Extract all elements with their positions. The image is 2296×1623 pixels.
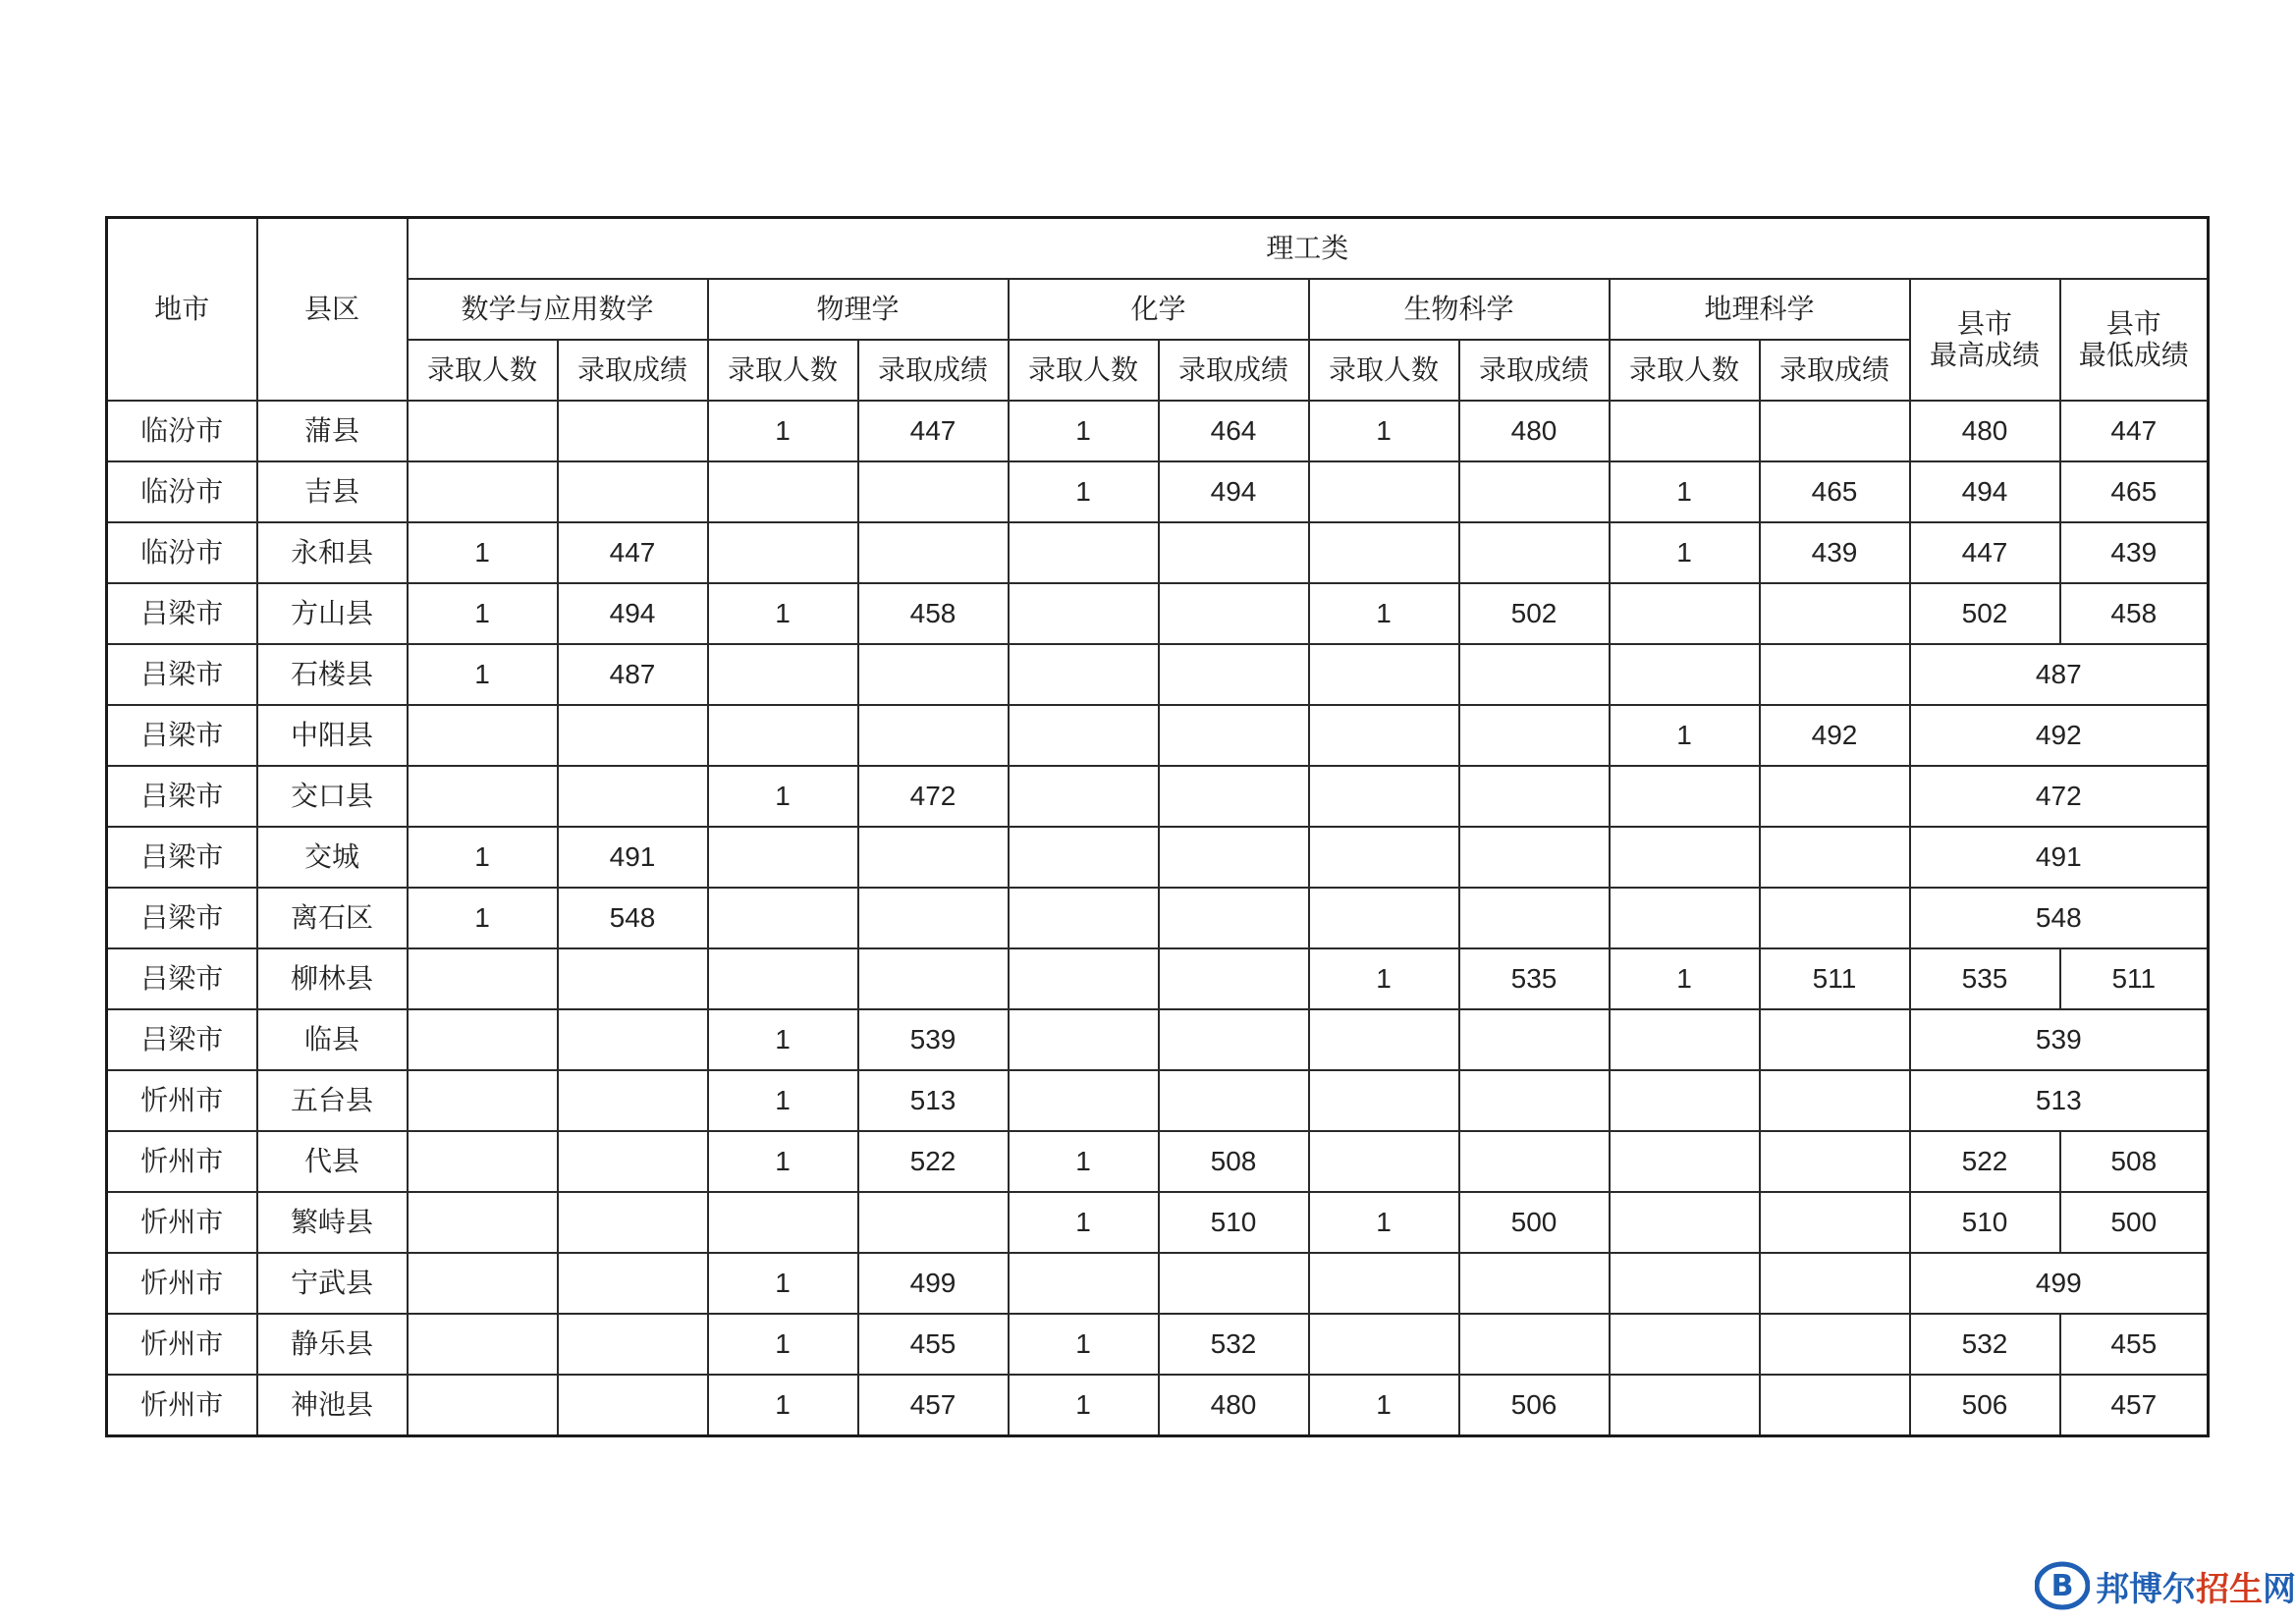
cell-city: 吕梁市	[107, 583, 257, 644]
cell-count	[1309, 827, 1459, 888]
cell-score: 447	[858, 401, 1009, 461]
header-subject-math: 数学与应用数学	[408, 279, 708, 340]
cell-score	[1760, 401, 1910, 461]
cell-score	[558, 1314, 708, 1375]
cell-max-min-merged: 491	[1910, 827, 2209, 888]
header-score: 录取成绩	[858, 340, 1009, 401]
header-score: 录取成绩	[1760, 340, 1910, 401]
cell-score	[1459, 522, 1610, 583]
cell-city: 忻州市	[107, 1192, 257, 1253]
cell-score: 511	[1760, 948, 1910, 1009]
cell-count	[708, 705, 858, 766]
cell-county: 方山县	[257, 583, 408, 644]
table-row	[107, 948, 2209, 1009]
cell-count	[1009, 1009, 1159, 1070]
cell-city: 临汾市	[107, 522, 257, 583]
cell-score	[1159, 766, 1309, 827]
header-county: 县区	[257, 218, 408, 402]
cell-count: 1	[408, 644, 558, 705]
cell-count	[408, 705, 558, 766]
cell-count	[1309, 644, 1459, 705]
cell-max: 535	[1910, 948, 2060, 1009]
cell-count: 1	[408, 583, 558, 644]
cell-count	[408, 1253, 558, 1314]
cell-count	[1610, 1253, 1760, 1314]
watermark-logo-letter: B	[2050, 1569, 2074, 1603]
cell-score: 499	[858, 1253, 1009, 1314]
cell-score	[558, 1253, 708, 1314]
cell-count	[1309, 705, 1459, 766]
header-max-line2: 最高成绩	[1929, 339, 2040, 371]
cell-count	[708, 948, 858, 1009]
cell-score: 502	[1459, 583, 1610, 644]
cell-score	[1159, 827, 1309, 888]
cell-city: 忻州市	[107, 1131, 257, 1192]
cell-count: 1	[1610, 948, 1760, 1009]
table-row	[107, 888, 2209, 948]
cell-score	[558, 1070, 708, 1131]
watermark-text	[2096, 1562, 2296, 1610]
cell-count	[708, 522, 858, 583]
cell-county: 代县	[257, 1131, 408, 1192]
cell-count: 1	[408, 888, 558, 948]
cell-score	[1459, 644, 1610, 705]
cell-score: 548	[558, 888, 708, 948]
cell-count	[408, 1009, 558, 1070]
cell-score	[1159, 948, 1309, 1009]
cell-score	[858, 1192, 1009, 1253]
cell-county: 交口县	[257, 766, 408, 827]
cell-count	[408, 1070, 558, 1131]
table-row	[107, 1253, 2209, 1314]
table-row	[107, 461, 2209, 522]
cell-count: 1	[1309, 948, 1459, 1009]
cell-city: 吕梁市	[107, 705, 257, 766]
cell-count: 1	[1009, 401, 1159, 461]
cell-max: 532	[1910, 1314, 2060, 1375]
cell-count	[708, 461, 858, 522]
cell-score: 480	[1159, 1375, 1309, 1436]
table-row	[107, 1131, 2209, 1192]
cell-score: 464	[1159, 401, 1309, 461]
cell-count: 1	[708, 1070, 858, 1131]
cell-score	[1760, 1070, 1910, 1131]
cell-count: 1	[408, 827, 558, 888]
header-count: 录取人数	[708, 340, 858, 401]
cell-score	[1159, 705, 1309, 766]
cell-count	[1610, 1375, 1760, 1436]
cell-county: 交城	[257, 827, 408, 888]
cell-count	[1610, 827, 1760, 888]
cell-count	[1610, 1070, 1760, 1131]
cell-max: 522	[1910, 1131, 2060, 1192]
cell-max-min-merged: 539	[1910, 1009, 2209, 1070]
cell-score: 513	[858, 1070, 1009, 1131]
header-subject-geography: 地理科学	[1610, 279, 1910, 340]
cell-county: 繁峙县	[257, 1192, 408, 1253]
table-row	[107, 705, 2209, 766]
table-row	[107, 766, 2209, 827]
table-row	[107, 1009, 2209, 1070]
cell-min: 455	[2060, 1314, 2209, 1375]
cell-min: 457	[2060, 1375, 2209, 1436]
header-subject-chemistry: 化学	[1009, 279, 1309, 340]
table-row	[107, 1314, 2209, 1375]
watermark-logo-icon	[2035, 1558, 2090, 1613]
cell-city: 吕梁市	[107, 644, 257, 705]
cell-score	[1760, 827, 1910, 888]
header-category: 理工类	[408, 218, 2209, 280]
cell-city: 忻州市	[107, 1070, 257, 1131]
cell-count	[408, 461, 558, 522]
cell-score	[1760, 644, 1910, 705]
cell-count: 1	[408, 522, 558, 583]
cell-count	[1309, 522, 1459, 583]
cell-count	[1610, 1192, 1760, 1253]
cell-count	[1009, 1070, 1159, 1131]
header-min-line2: 最低成绩	[2078, 339, 2189, 371]
cell-count: 1	[1009, 1375, 1159, 1436]
cell-max: 494	[1910, 461, 2060, 522]
cell-count	[1009, 948, 1159, 1009]
cell-count: 1	[708, 1131, 858, 1192]
cell-count	[1610, 1131, 1760, 1192]
cell-county: 宁武县	[257, 1253, 408, 1314]
header-score: 录取成绩	[1459, 340, 1610, 401]
cell-max-min-merged: 472	[1910, 766, 2209, 827]
cell-max: 506	[1910, 1375, 2060, 1436]
cell-score	[1760, 1314, 1910, 1375]
cell-count: 1	[1610, 705, 1760, 766]
table-row	[107, 583, 2209, 644]
cell-score	[1459, 1009, 1610, 1070]
cell-score	[1159, 888, 1309, 948]
cell-score	[558, 1375, 708, 1436]
cell-count	[1009, 583, 1159, 644]
cell-score	[1760, 766, 1910, 827]
cell-score	[1760, 1009, 1910, 1070]
cell-max-min-merged: 499	[1910, 1253, 2209, 1314]
cell-count	[408, 948, 558, 1009]
cell-count: 1	[1309, 1192, 1459, 1253]
watermark-text-end: 网	[2263, 1569, 2296, 1609]
cell-count: 1	[1309, 401, 1459, 461]
cell-score	[1459, 461, 1610, 522]
cell-score	[1459, 1070, 1610, 1131]
header-score: 录取成绩	[558, 340, 708, 401]
cell-count	[408, 766, 558, 827]
cell-count	[708, 888, 858, 948]
header-max-line1: 县市	[1956, 306, 2012, 340]
cell-score: 508	[1159, 1131, 1309, 1192]
cell-score	[1459, 705, 1610, 766]
cell-count	[1309, 461, 1459, 522]
cell-county: 离石区	[257, 888, 408, 948]
cell-city: 吕梁市	[107, 827, 257, 888]
cell-score	[1459, 1314, 1610, 1375]
cell-score	[858, 522, 1009, 583]
cell-min: 500	[2060, 1192, 2209, 1253]
cell-score	[1159, 1070, 1309, 1131]
cell-count	[1610, 888, 1760, 948]
cell-score: 457	[858, 1375, 1009, 1436]
table-row	[107, 644, 2209, 705]
cell-city: 吕梁市	[107, 1009, 257, 1070]
table-row	[107, 1070, 2209, 1131]
cell-max-min-merged: 492	[1910, 705, 2209, 766]
cell-max-min-merged: 548	[1910, 888, 2209, 948]
cell-count: 1	[708, 401, 858, 461]
cell-count	[408, 1131, 558, 1192]
cell-city: 吕梁市	[107, 766, 257, 827]
cell-count: 1	[708, 766, 858, 827]
cell-count	[1610, 1009, 1760, 1070]
cell-min: 439	[2060, 522, 2209, 583]
cell-count	[1309, 1253, 1459, 1314]
cell-min: 447	[2060, 401, 2209, 461]
cell-score	[1760, 1192, 1910, 1253]
cell-count	[1009, 522, 1159, 583]
cell-score: 506	[1459, 1375, 1610, 1436]
watermark-text-main: 邦博尔	[2096, 1569, 2196, 1609]
cell-max: 510	[1910, 1192, 2060, 1253]
cell-score	[558, 948, 708, 1009]
cell-score: 535	[1459, 948, 1610, 1009]
header-count: 录取人数	[408, 340, 558, 401]
cell-score	[858, 827, 1009, 888]
cell-score	[1159, 644, 1309, 705]
watermark-text-accent: 招生	[2196, 1569, 2263, 1609]
cell-score: 487	[558, 644, 708, 705]
cell-max-min-merged: 513	[1910, 1070, 2209, 1131]
cell-score	[858, 705, 1009, 766]
header-max-score	[1910, 279, 2060, 401]
header-subject-biology: 生物科学	[1309, 279, 1610, 340]
cell-count	[708, 1192, 858, 1253]
cell-city: 忻州市	[107, 1375, 257, 1436]
header-count: 录取人数	[1610, 340, 1760, 401]
cell-score	[1459, 766, 1610, 827]
cell-score: 465	[1760, 461, 1910, 522]
cell-score	[558, 766, 708, 827]
cell-score	[1159, 583, 1309, 644]
cell-score: 522	[858, 1131, 1009, 1192]
cell-score	[1159, 522, 1309, 583]
cell-count	[1009, 644, 1159, 705]
cell-count: 1	[1309, 583, 1459, 644]
cell-score	[558, 401, 708, 461]
cell-score: 458	[858, 583, 1009, 644]
cell-count: 1	[708, 583, 858, 644]
cell-min: 465	[2060, 461, 2209, 522]
cell-min: 511	[2060, 948, 2209, 1009]
cell-score	[558, 705, 708, 766]
cell-count	[1009, 888, 1159, 948]
admission-table	[105, 216, 2210, 1437]
header-min-line1: 县市	[2105, 306, 2161, 340]
cell-count	[408, 401, 558, 461]
cell-score	[558, 461, 708, 522]
cell-score	[858, 644, 1009, 705]
cell-count	[1009, 1253, 1159, 1314]
table-row	[107, 1192, 2209, 1253]
cell-score	[1159, 1009, 1309, 1070]
cell-count	[708, 827, 858, 888]
cell-count	[408, 1375, 558, 1436]
cell-score	[858, 888, 1009, 948]
cell-count	[1309, 1131, 1459, 1192]
header-score: 录取成绩	[1159, 340, 1309, 401]
cell-score	[1760, 888, 1910, 948]
cell-count: 1	[1610, 461, 1760, 522]
watermark	[2035, 1554, 2296, 1617]
table-row	[107, 522, 2209, 583]
cell-count	[1610, 583, 1760, 644]
cell-county: 临县	[257, 1009, 408, 1070]
table-row	[107, 827, 2209, 888]
cell-score: 472	[858, 766, 1009, 827]
cell-score: 494	[1159, 461, 1309, 522]
cell-count	[708, 644, 858, 705]
cell-count	[1610, 766, 1760, 827]
cell-score	[1760, 1253, 1910, 1314]
cell-score: 480	[1459, 401, 1610, 461]
cell-min: 508	[2060, 1131, 2209, 1192]
cell-count: 1	[708, 1253, 858, 1314]
cell-score: 439	[1760, 522, 1910, 583]
cell-score	[1159, 1253, 1309, 1314]
cell-county: 石楼县	[257, 644, 408, 705]
cell-city: 吕梁市	[107, 948, 257, 1009]
cell-count	[1009, 766, 1159, 827]
cell-count: 1	[1009, 461, 1159, 522]
cell-count	[1309, 1009, 1459, 1070]
cell-count	[1309, 888, 1459, 948]
header-subject-physics: 物理学	[708, 279, 1009, 340]
cell-score: 539	[858, 1009, 1009, 1070]
cell-count: 1	[1610, 522, 1760, 583]
cell-county: 神池县	[257, 1375, 408, 1436]
cell-city: 忻州市	[107, 1314, 257, 1375]
cell-county: 中阳县	[257, 705, 408, 766]
cell-count	[1009, 827, 1159, 888]
cell-score: 455	[858, 1314, 1009, 1375]
cell-max: 480	[1910, 401, 2060, 461]
cell-city: 临汾市	[107, 461, 257, 522]
cell-county: 柳林县	[257, 948, 408, 1009]
cell-max: 447	[1910, 522, 2060, 583]
cell-count	[408, 1192, 558, 1253]
cell-score	[1459, 827, 1610, 888]
cell-county: 吉县	[257, 461, 408, 522]
cell-score: 447	[558, 522, 708, 583]
cell-score	[1459, 1253, 1610, 1314]
table-row	[107, 401, 2209, 461]
cell-score	[858, 948, 1009, 1009]
header-city: 地市	[107, 218, 257, 402]
cell-min: 458	[2060, 583, 2209, 644]
cell-count	[1610, 401, 1760, 461]
cell-count	[1309, 1070, 1459, 1131]
cell-score: 491	[558, 827, 708, 888]
cell-count	[408, 1314, 558, 1375]
cell-count: 1	[708, 1009, 858, 1070]
cell-score	[1760, 1131, 1910, 1192]
cell-score: 500	[1459, 1192, 1610, 1253]
header-count: 录取人数	[1009, 340, 1159, 401]
cell-score	[1760, 1375, 1910, 1436]
cell-count: 1	[708, 1314, 858, 1375]
cell-county: 永和县	[257, 522, 408, 583]
cell-score	[1459, 888, 1610, 948]
cell-max-min-merged: 487	[1910, 644, 2209, 705]
cell-count	[1009, 705, 1159, 766]
cell-score: 510	[1159, 1192, 1309, 1253]
cell-city: 吕梁市	[107, 888, 257, 948]
cell-county: 静乐县	[257, 1314, 408, 1375]
cell-count	[1610, 1314, 1760, 1375]
cell-count: 1	[1309, 1375, 1459, 1436]
cell-county: 蒲县	[257, 401, 408, 461]
cell-count: 1	[1009, 1192, 1159, 1253]
cell-score: 494	[558, 583, 708, 644]
cell-city: 临汾市	[107, 401, 257, 461]
cell-score	[558, 1131, 708, 1192]
cell-max: 502	[1910, 583, 2060, 644]
cell-score	[1760, 583, 1910, 644]
cell-score	[558, 1192, 708, 1253]
cell-city: 忻州市	[107, 1253, 257, 1314]
cell-count: 1	[1009, 1131, 1159, 1192]
cell-count: 1	[708, 1375, 858, 1436]
cell-count	[1610, 644, 1760, 705]
cell-score	[1459, 1131, 1610, 1192]
cell-count	[1309, 766, 1459, 827]
header-min-score	[2060, 279, 2209, 401]
cell-score: 492	[1760, 705, 1910, 766]
cell-count: 1	[1009, 1314, 1159, 1375]
header-count: 录取人数	[1309, 340, 1459, 401]
cell-county: 五台县	[257, 1070, 408, 1131]
cell-count	[1309, 1314, 1459, 1375]
cell-score: 532	[1159, 1314, 1309, 1375]
table-row	[107, 1375, 2209, 1436]
cell-score	[558, 1009, 708, 1070]
cell-score	[858, 461, 1009, 522]
